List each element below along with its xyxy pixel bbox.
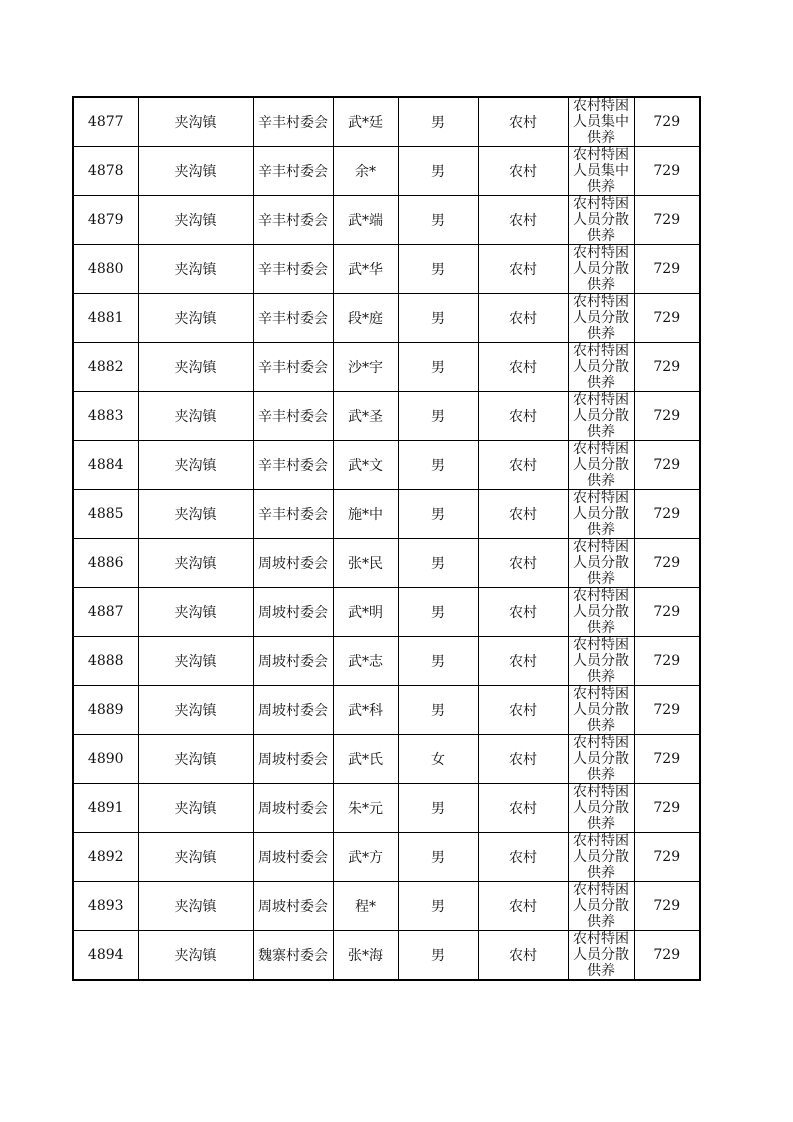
row-number-cell: 4884 [73, 441, 138, 490]
amount-cell: 729 [634, 441, 700, 490]
town-cell: 夹沟镇 [138, 686, 253, 735]
support-type-cell [568, 490, 634, 539]
village-committee-cell: 周坡村委会 [253, 735, 333, 784]
table-body [73, 97, 700, 980]
village-committee-cell: 辛丰村委会 [253, 245, 333, 294]
amount-cell: 729 [634, 882, 700, 931]
support-type-text: 农村特困人员分散供养 [573, 343, 629, 391]
town-cell: 夹沟镇 [138, 147, 253, 196]
gender-cell: 男 [398, 441, 478, 490]
amount-cell: 729 [634, 490, 700, 539]
person-name-cell: 武*方 [333, 833, 398, 882]
table-row [73, 490, 700, 539]
row-number-cell: 4886 [73, 539, 138, 588]
person-name-cell: 武*氏 [333, 735, 398, 784]
support-type-cell [568, 245, 634, 294]
support-type-cell [568, 784, 634, 833]
table-row [73, 784, 700, 833]
row-number-cell: 4890 [73, 735, 138, 784]
village-committee-cell: 辛丰村委会 [253, 392, 333, 441]
table-row [73, 97, 700, 147]
support-type-text: 农村特困人员分散供养 [573, 196, 629, 244]
area-type-cell: 农村 [478, 294, 568, 343]
area-type-cell: 农村 [478, 441, 568, 490]
support-type-cell [568, 735, 634, 784]
village-committee-cell: 周坡村委会 [253, 882, 333, 931]
support-type-cell [568, 392, 634, 441]
row-number-cell: 4878 [73, 147, 138, 196]
person-name-cell: 程* [333, 882, 398, 931]
person-name-cell: 段*庭 [333, 294, 398, 343]
gender-cell: 男 [398, 784, 478, 833]
support-type-cell [568, 294, 634, 343]
gender-cell: 女 [398, 735, 478, 784]
table-row [73, 735, 700, 784]
row-number-cell: 4887 [73, 588, 138, 637]
support-type-text: 农村特困人员分散供养 [573, 931, 629, 979]
person-name-cell: 武*圣 [333, 392, 398, 441]
area-type-cell: 农村 [478, 637, 568, 686]
support-type-text: 农村特困人员分散供养 [573, 539, 629, 587]
table-row [73, 539, 700, 588]
area-type-cell: 农村 [478, 588, 568, 637]
support-type-text: 农村特困人员分散供养 [573, 294, 629, 342]
area-type-cell: 农村 [478, 539, 568, 588]
amount-cell: 729 [634, 97, 700, 147]
village-committee-cell: 辛丰村委会 [253, 490, 333, 539]
village-committee-cell: 辛丰村委会 [253, 97, 333, 147]
town-cell: 夹沟镇 [138, 931, 253, 981]
support-type-cell [568, 539, 634, 588]
support-type-cell [568, 833, 634, 882]
area-type-cell: 农村 [478, 490, 568, 539]
support-type-cell [568, 637, 634, 686]
row-number-cell: 4879 [73, 196, 138, 245]
support-type-text: 农村特困人员分散供养 [573, 637, 629, 685]
amount-cell: 729 [634, 931, 700, 981]
person-name-cell: 武*端 [333, 196, 398, 245]
village-committee-cell: 辛丰村委会 [253, 441, 333, 490]
town-cell: 夹沟镇 [138, 196, 253, 245]
area-type-cell: 农村 [478, 784, 568, 833]
table-container [72, 96, 701, 981]
town-cell: 夹沟镇 [138, 784, 253, 833]
support-type-text: 农村特困人员分散供养 [573, 735, 629, 783]
person-name-cell: 张*海 [333, 931, 398, 981]
table-row [73, 588, 700, 637]
support-type-cell [568, 686, 634, 735]
support-type-text: 农村特困人员分散供养 [573, 882, 629, 930]
town-cell: 夹沟镇 [138, 245, 253, 294]
person-name-cell: 武*廷 [333, 97, 398, 147]
village-committee-cell: 辛丰村委会 [253, 343, 333, 392]
support-type-text: 农村特困人员分散供养 [573, 588, 629, 636]
gender-cell: 男 [398, 931, 478, 981]
town-cell: 夹沟镇 [138, 490, 253, 539]
amount-cell: 729 [634, 686, 700, 735]
support-type-text: 农村特困人员集中供养 [573, 147, 629, 195]
table-row [73, 637, 700, 686]
person-name-cell: 武*文 [333, 441, 398, 490]
village-committee-cell: 辛丰村委会 [253, 294, 333, 343]
area-type-cell: 农村 [478, 882, 568, 931]
table-row [73, 343, 700, 392]
beneficiary-table [72, 96, 701, 981]
support-type-cell [568, 343, 634, 392]
village-committee-cell: 魏寨村委会 [253, 931, 333, 981]
area-type-cell: 农村 [478, 392, 568, 441]
support-type-cell [568, 588, 634, 637]
gender-cell: 男 [398, 637, 478, 686]
person-name-cell: 武*科 [333, 686, 398, 735]
area-type-cell: 农村 [478, 686, 568, 735]
row-number-cell: 4880 [73, 245, 138, 294]
area-type-cell: 农村 [478, 147, 568, 196]
village-committee-cell: 周坡村委会 [253, 637, 333, 686]
town-cell: 夹沟镇 [138, 637, 253, 686]
amount-cell: 729 [634, 833, 700, 882]
town-cell: 夹沟镇 [138, 441, 253, 490]
area-type-cell: 农村 [478, 343, 568, 392]
support-type-cell [568, 441, 634, 490]
support-type-cell [568, 882, 634, 931]
area-type-cell: 农村 [478, 735, 568, 784]
row-number-cell: 4881 [73, 294, 138, 343]
table-row [73, 245, 700, 294]
support-type-text: 农村特困人员集中供养 [573, 98, 629, 146]
person-name-cell: 沙*宇 [333, 343, 398, 392]
amount-cell: 729 [634, 343, 700, 392]
town-cell: 夹沟镇 [138, 833, 253, 882]
gender-cell: 男 [398, 392, 478, 441]
person-name-cell: 武*明 [333, 588, 398, 637]
area-type-cell: 农村 [478, 833, 568, 882]
support-type-text: 农村特困人员分散供养 [573, 392, 629, 440]
person-name-cell: 武*志 [333, 637, 398, 686]
table-row [73, 196, 700, 245]
support-type-text: 农村特困人员分散供养 [573, 686, 629, 734]
table-row [73, 931, 700, 981]
support-type-cell [568, 931, 634, 981]
amount-cell: 729 [634, 196, 700, 245]
row-number-cell: 4888 [73, 637, 138, 686]
town-cell: 夹沟镇 [138, 343, 253, 392]
town-cell: 夹沟镇 [138, 735, 253, 784]
gender-cell: 男 [398, 97, 478, 147]
town-cell: 夹沟镇 [138, 588, 253, 637]
town-cell: 夹沟镇 [138, 97, 253, 147]
person-name-cell: 武*华 [333, 245, 398, 294]
table-row [73, 294, 700, 343]
row-number-cell: 4885 [73, 490, 138, 539]
village-committee-cell: 周坡村委会 [253, 588, 333, 637]
table-row [73, 686, 700, 735]
amount-cell: 729 [634, 392, 700, 441]
person-name-cell: 张*民 [333, 539, 398, 588]
support-type-text: 农村特困人员分散供养 [573, 490, 629, 538]
gender-cell: 男 [398, 245, 478, 294]
gender-cell: 男 [398, 882, 478, 931]
person-name-cell: 朱*元 [333, 784, 398, 833]
person-name-cell: 施*中 [333, 490, 398, 539]
village-committee-cell: 周坡村委会 [253, 539, 333, 588]
table-row [73, 882, 700, 931]
support-type-cell [568, 196, 634, 245]
amount-cell: 729 [634, 637, 700, 686]
amount-cell: 729 [634, 294, 700, 343]
amount-cell: 729 [634, 735, 700, 784]
support-type-cell [568, 97, 634, 147]
row-number-cell: 4877 [73, 97, 138, 147]
row-number-cell: 4892 [73, 833, 138, 882]
support-type-cell [568, 147, 634, 196]
town-cell: 夹沟镇 [138, 539, 253, 588]
gender-cell: 男 [398, 833, 478, 882]
gender-cell: 男 [398, 343, 478, 392]
table-row [73, 833, 700, 882]
support-type-text: 农村特困人员分散供养 [573, 784, 629, 832]
table-row [73, 441, 700, 490]
amount-cell: 729 [634, 588, 700, 637]
gender-cell: 男 [398, 294, 478, 343]
area-type-cell: 农村 [478, 931, 568, 981]
area-type-cell: 农村 [478, 196, 568, 245]
row-number-cell: 4893 [73, 882, 138, 931]
support-type-text: 农村特困人员分散供养 [573, 833, 629, 881]
support-type-text: 农村特困人员分散供养 [573, 245, 629, 293]
gender-cell: 男 [398, 490, 478, 539]
gender-cell: 男 [398, 588, 478, 637]
village-committee-cell: 辛丰村委会 [253, 147, 333, 196]
table-row [73, 147, 700, 196]
town-cell: 夹沟镇 [138, 392, 253, 441]
support-type-text: 农村特困人员分散供养 [573, 441, 629, 489]
area-type-cell: 农村 [478, 245, 568, 294]
table-row [73, 392, 700, 441]
row-number-cell: 4889 [73, 686, 138, 735]
gender-cell: 男 [398, 686, 478, 735]
area-type-cell: 农村 [478, 97, 568, 147]
row-number-cell: 4882 [73, 343, 138, 392]
person-name-cell: 余* [333, 147, 398, 196]
village-committee-cell: 周坡村委会 [253, 833, 333, 882]
amount-cell: 729 [634, 784, 700, 833]
amount-cell: 729 [634, 245, 700, 294]
row-number-cell: 4883 [73, 392, 138, 441]
gender-cell: 男 [398, 539, 478, 588]
village-committee-cell: 周坡村委会 [253, 784, 333, 833]
row-number-cell: 4894 [73, 931, 138, 981]
village-committee-cell: 辛丰村委会 [253, 196, 333, 245]
amount-cell: 729 [634, 539, 700, 588]
gender-cell: 男 [398, 147, 478, 196]
town-cell: 夹沟镇 [138, 882, 253, 931]
amount-cell: 729 [634, 147, 700, 196]
town-cell: 夹沟镇 [138, 294, 253, 343]
row-number-cell: 4891 [73, 784, 138, 833]
gender-cell: 男 [398, 196, 478, 245]
village-committee-cell: 周坡村委会 [253, 686, 333, 735]
